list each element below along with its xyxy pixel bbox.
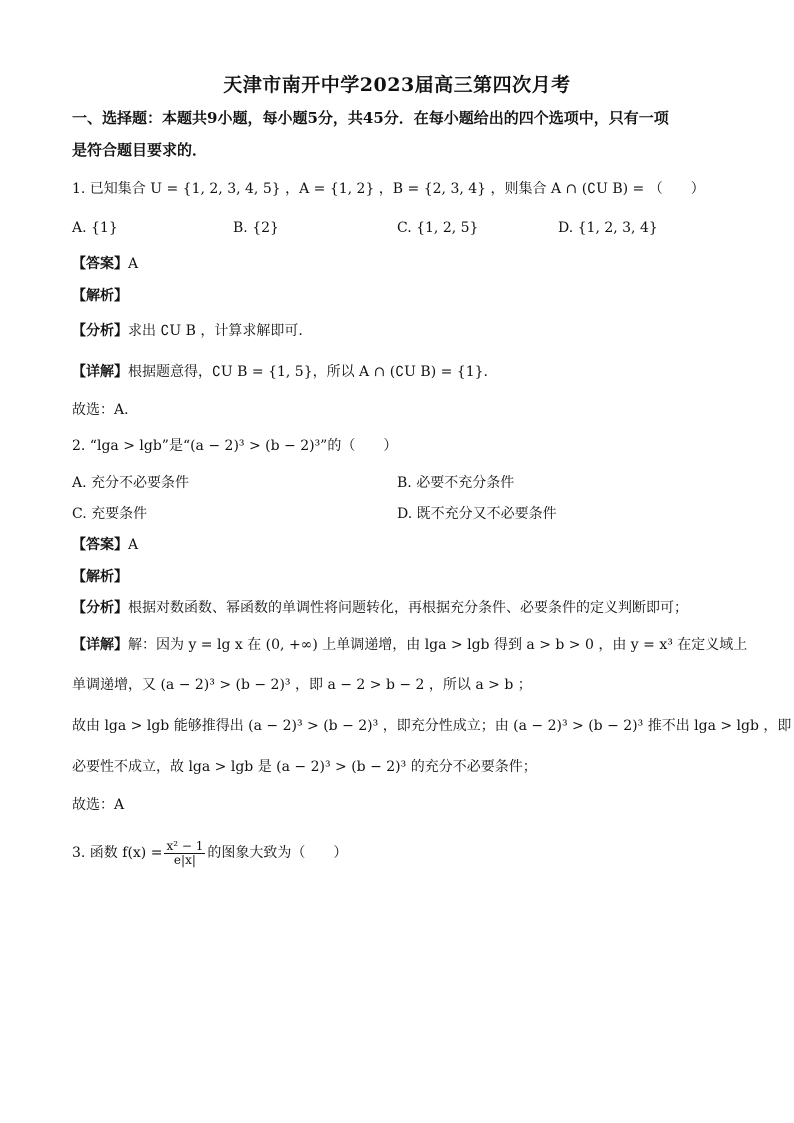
section-heading-line2: 是符合题目要求的． bbox=[72, 141, 208, 159]
q2-xiangjie-1: 解：因为 y = lg x 在 (0, +∞) 上单调递增，由 lga > lgb 得到 a > b > 0 ，由 y = x³ 在定义域上 bbox=[128, 637, 748, 653]
q1-analysis-tag: 【解析】 bbox=[72, 288, 128, 304]
q2-answer-line bbox=[72, 535, 138, 555]
q1-option-d: D. {1, 2, 3, 4} bbox=[558, 220, 658, 236]
q2-xiangjie-line1 bbox=[72, 635, 747, 655]
q1-fenxi: 求出 ∁U B ，计算求解即可. bbox=[128, 323, 303, 339]
q2-option-b: B. 必要不充分条件 bbox=[397, 475, 515, 491]
q1-option-c: C. {1, 2, 5} bbox=[397, 220, 479, 236]
q2-analysis-tag: 【解析】 bbox=[72, 569, 128, 585]
q1-option-b: B. {2} bbox=[233, 220, 279, 236]
q2-answer: A bbox=[128, 537, 139, 553]
q2-xiangjie-line2: 单调递增，又 (a − 2)³ > (b − 2)³ ，即 a − 2 > b − 2 ，所以 a > b ； bbox=[72, 677, 532, 693]
q2-xiangjie-line4: 必要性不成立，故 lga > lgb 是 (a − 2)³ > (b − 2)³ 的充分不必要条件； bbox=[72, 759, 537, 775]
q2-fenxi: 根据对数函数、幂函数的单调性将问题转化，再根据充分条件、必要条件的定义判断即可； bbox=[128, 600, 688, 616]
q1-xiangjie-line bbox=[72, 362, 488, 382]
q1-fenxi-line bbox=[72, 321, 303, 341]
page-title: 天津市南开中学2023届高三第四次月考 bbox=[223, 74, 571, 96]
q3-stem-suffix: 的图象大致为（ ） bbox=[207, 845, 348, 861]
q2-conclusion: 故选：A bbox=[72, 797, 125, 813]
q1-stem: 1. 已知集合 U = {1, 2, 3, 4, 5} ，A = {1, 2} ，B = {2, 3, 4} ，则集合 A ∩ (∁U B) = （ ） bbox=[72, 181, 705, 197]
q1-fenxi-tag: 【分析】 bbox=[72, 323, 128, 339]
q2-fenxi-line bbox=[72, 598, 688, 618]
q2-fenxi-tag: 【分析】 bbox=[72, 600, 128, 616]
q3-fraction bbox=[164, 840, 205, 867]
q1-answer: A bbox=[128, 256, 139, 272]
q1-xiangjie: 根据题意得，∁U B = {1, 5}，所以 A ∩ (∁U B) = {1}. bbox=[128, 364, 488, 380]
q3-fraction-numerator: x² − 1 bbox=[166, 838, 204, 853]
q1-answer-line bbox=[72, 254, 138, 274]
q2-answer-tag: 【答案】 bbox=[72, 537, 128, 553]
q2-xiangjie-line3: 故由 lga > lgb 能够推得出 (a − 2)³ > (b − 2)³ ，即充分性成立；由 (a − 2)³ > (b − 2)³ 推不出 lga > lgb ，即 bbox=[72, 718, 792, 734]
q3-stem-prefix: 3. 函数 f(x) = bbox=[72, 845, 163, 861]
q2-option-c: C. 充要条件 bbox=[72, 506, 148, 522]
q1-conclusion: 故选：A. bbox=[72, 402, 129, 418]
section-heading-line1: 一、选择题：本题共9小题，每小题5分，共45分．在每小题给出的四个选项中，只有一项 bbox=[72, 109, 669, 127]
q2-stem: 2. “lga > lgb”是“(a − 2)³ > (b − 2)³”的（ ） bbox=[72, 438, 398, 454]
q1-answer-tag: 【答案】 bbox=[72, 256, 128, 272]
q1-option-a: A. {1} bbox=[72, 220, 118, 236]
q1-analysis-line bbox=[72, 286, 128, 306]
q1-xiangjie-tag: 【详解】 bbox=[72, 364, 128, 380]
q2-xiangjie-tag: 【详解】 bbox=[72, 637, 128, 653]
q3-stem bbox=[72, 838, 347, 868]
q3-fraction-denominator: e|x| bbox=[173, 852, 196, 867]
q2-option-a: A. 充分不必要条件 bbox=[72, 475, 190, 491]
q2-analysis-line bbox=[72, 567, 128, 587]
q2-option-d: D. 既不充分又不必要条件 bbox=[397, 506, 557, 522]
